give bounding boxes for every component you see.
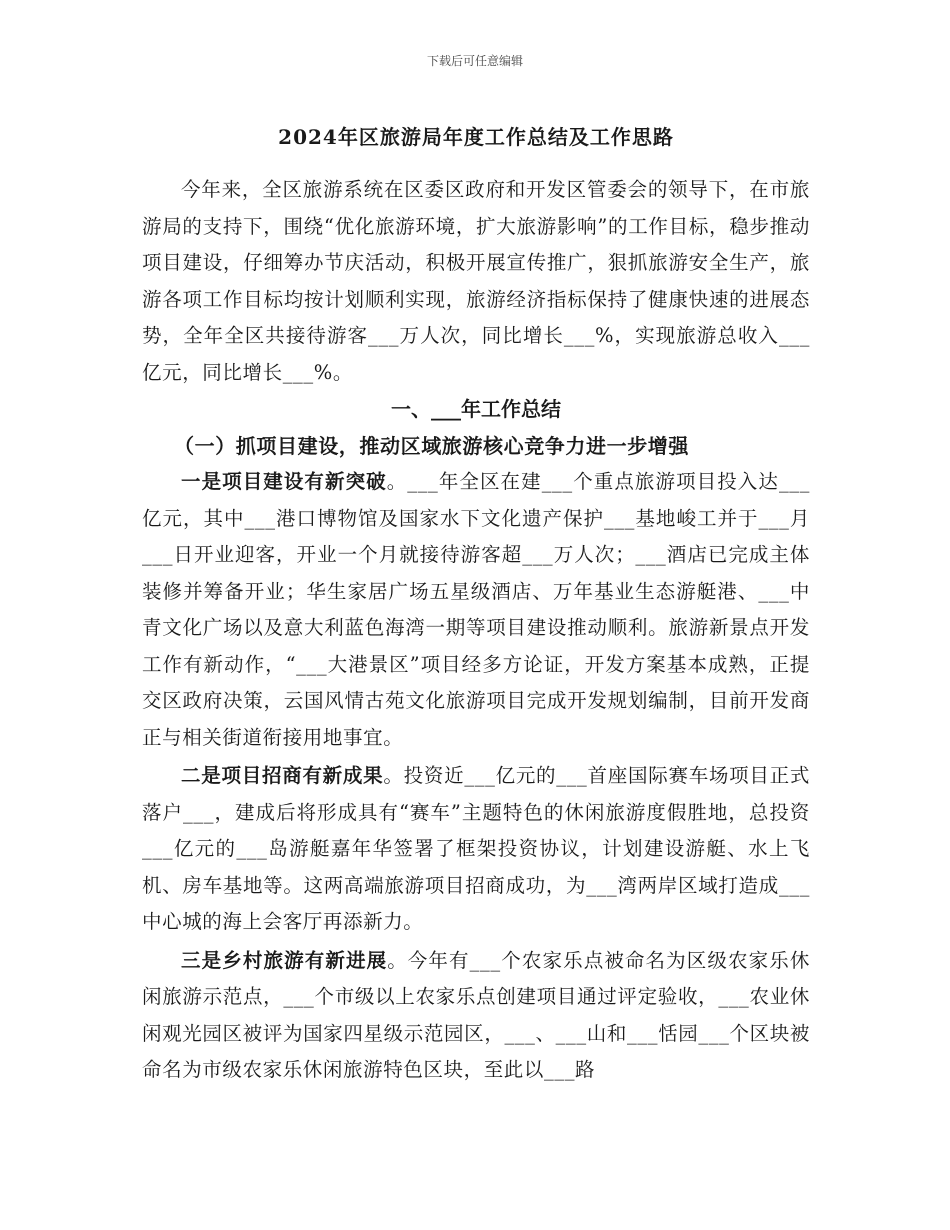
paragraph-body: 。___年全区在建___个重点旅游项目投入达___亿元，其中___港口博物馆及国家水下文化遗产保护___基地峻工并于___月___日开业迎客，开业一个月就接待游客超___万人次；___酒店已完成主体装修并筹备开业；华生家居广场五星级酒店、万年基业生态游艇港、___中青文化广场以及意大利蓝色海湾一期等项目建设推动顺利。旅游新景点开发工作有新动作，“___大港景区”项目经多方论证，开发方案基本成熟，正提交区政府决策，云国风情古苑文化旅游项目完成开发规划编制，目前开发商正与相关街道衔接用地事宜。	[142, 470, 810, 749]
paragraph-lead: 一是项目建设有新突破	[181, 470, 387, 493]
paragraph-body: 。今年有___个农家乐点被命名为区级农家乐休闲旅游示范点，___个市级以上农家乐点创建项目通过评定验收，___农业休闲观光园区被评为国家四星级示范园区，___、___山和___恬园___个区块被命名为市级农家乐休闲旅游特色区块，至此以___路	[142, 948, 810, 1081]
paragraph-lead: 二是项目招商有新成果	[181, 764, 384, 787]
subsection-heading: （一）抓项目建设，推动区域旅游核心竞争力进一步增强	[174, 433, 689, 458]
paragraph-project-construction	[142, 464, 810, 756]
paragraph-investment	[142, 758, 810, 941]
paragraph-body: 。投资近___亿元的___首座国际赛车场项目正式落户___，建成后将形成具有“赛车”主题特色的休闲旅游度假胜地，总投资___亿元的___岛游艇嘉年华签署了框架投资协议，计划建设游艇、水上飞机、房车基地等。这两高端旅游项目招商成功，为___湾两岸区域打造成___中心城的海上会客厅再添新力。	[142, 764, 810, 933]
document-title: 2024年区旅游局年度工作总结及工作思路	[278, 125, 674, 149]
section-heading: 一、___年工作总结	[391, 397, 561, 421]
intro-paragraph: 今年来，全区旅游系统在区委区政府和开发区管委会的领导下，在市旅游局的支持下，围绕“优化旅游环境，扩大旅游影响”的工作目标，稳步推动项目建设，仔细筹办节庆活动，积极开展宣传推广，狠抓旅游安全生产，旅游各项工作目标均按计划顺利实现，旅游经济指标保持了健康快速的进展态势，全年全区共接待游客___万人次，同比增长___%，实现旅游总收入___亿元，同比增长___%。	[142, 178, 810, 384]
paragraph-lead: 三是乡村旅游有新进展	[181, 948, 388, 972]
document-body	[142, 118, 810, 1089]
paragraph-rural-tourism	[142, 943, 810, 1089]
header-note: 下载后可任意编辑	[426, 54, 523, 68]
